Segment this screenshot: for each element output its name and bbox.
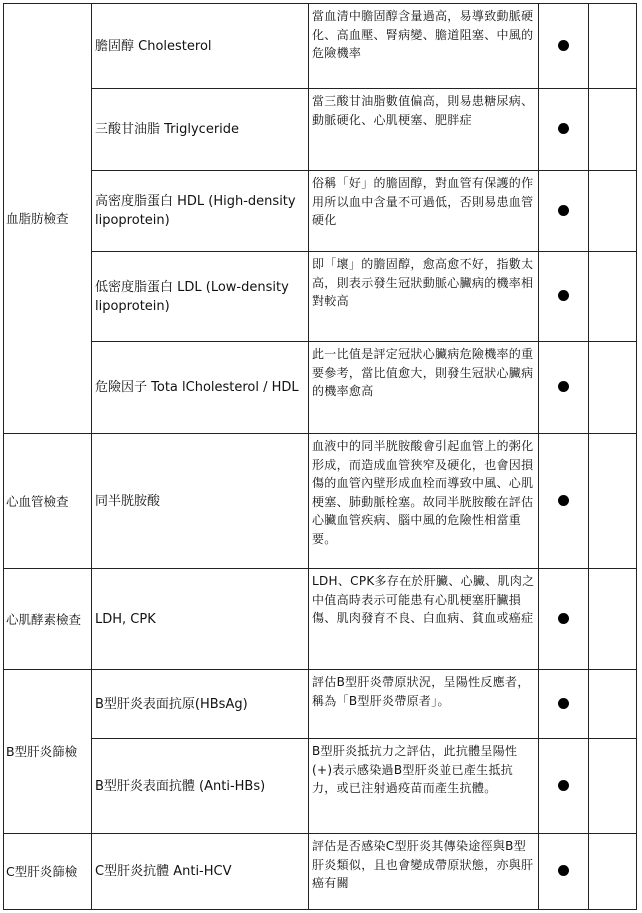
- category-cardio: 心血管檢查: [4, 434, 92, 569]
- category-lipid: 血脂肪檢查: [4, 4, 92, 434]
- check-mark: [539, 4, 589, 89]
- check-mark: [539, 252, 589, 342]
- table-row: [4, 342, 637, 434]
- empty-cell: [589, 739, 637, 834]
- check-mark: [539, 342, 589, 434]
- item-description: B型肝炎抵抗力之評估，此抗體呈陽性(+)表示感染過B型肝炎並已產生抵抗力，或已注射過疫苗而產生抗體。: [309, 739, 539, 834]
- check-mark: [539, 834, 589, 910]
- filled-circle-icon: [558, 381, 569, 392]
- filled-circle-icon: [558, 290, 569, 301]
- filled-circle-icon: [558, 698, 569, 709]
- health-check-table: [3, 3, 637, 910]
- empty-cell: [589, 342, 637, 434]
- empty-cell: [589, 4, 637, 89]
- item-description: 評估是否感染C型肝炎其傳染途徑與B型肝炎類似，且也會變成帶原狀態，亦與肝癌有關: [309, 834, 539, 910]
- empty-cell: [589, 834, 637, 910]
- item-description: 血液中的同半胱胺酸會引起血管上的粥化形成，而造成血管狹窄及硬化，也會因損傷的血管內壁形成血栓而導致中風、心肌梗塞、肺動脈栓塞。故同半胱胺酸在評估心臟血管疾病、腦中風的危險性相當重要。: [309, 434, 539, 569]
- item-description: 俗稱「好」的膽固醇，對血管有保護的作用所以血中含量不可過低，否則易患血管硬化: [309, 171, 539, 252]
- category-cardiac-enzyme: 心肌酵素檢查: [4, 569, 92, 670]
- category-hbv: B型肝炎篩檢: [4, 670, 92, 834]
- table-row: [4, 434, 637, 569]
- item-name: B型肝炎表面抗體 (Anti-HBs): [92, 739, 309, 834]
- item-description: LDH、CPK多存在於肝臟、心臟、肌肉之中值高時表示可能患有心肌梗塞肝臟損傷、肌肉發育不良、白血病、貧血或癌症: [309, 569, 539, 670]
- empty-cell: [589, 89, 637, 171]
- item-description: 此一比值是評定冠狀心臟病危險機率的重要參考，當比值愈大，則發生冠狀心臟病的機率愈高: [309, 342, 539, 434]
- item-name: 低密度脂蛋白 LDL (Low-density lipoprotein): [92, 252, 309, 342]
- table-row: [4, 569, 637, 670]
- filled-circle-icon: [558, 205, 569, 216]
- item-description: 評估B型肝炎帶原狀況，呈陽性反應者，稱為「B型肝炎帶原者」。: [309, 670, 539, 739]
- category-hcv: C型肝炎篩檢: [4, 834, 92, 910]
- table-row: [4, 252, 637, 342]
- filled-circle-icon: [558, 613, 569, 624]
- table-row: [4, 834, 637, 910]
- item-description: 即「壞」的膽固醇，愈高愈不好，指數太高，則表示發生冠狀動脈心臟病的機率相對較高: [309, 252, 539, 342]
- check-mark: [539, 434, 589, 569]
- table-row: [4, 670, 637, 739]
- empty-cell: [589, 670, 637, 739]
- item-name: 膽固醇 Cholesterol: [92, 4, 309, 89]
- check-mark: [539, 89, 589, 171]
- empty-cell: [589, 171, 637, 252]
- filled-circle-icon: [558, 495, 569, 506]
- check-mark: [539, 670, 589, 739]
- check-mark: [539, 569, 589, 670]
- check-mark: [539, 739, 589, 834]
- filled-circle-icon: [558, 123, 569, 134]
- item-description: 當血清中膽固醇含量過高，易導致動脈硬化、高血壓、腎病變、膽道阻塞、中風的危險機率: [309, 4, 539, 89]
- item-name: C型肝炎抗體 Anti-HCV: [92, 834, 309, 910]
- table-row: [4, 4, 637, 89]
- item-description: 當三酸甘油脂數值偏高，則易患糖尿病、動脈硬化、心肌梗塞、肥胖症: [309, 89, 539, 171]
- empty-cell: [589, 434, 637, 569]
- empty-cell: [589, 569, 637, 670]
- item-name: 危險因子 Tota lCholesterol / HDL: [92, 342, 309, 434]
- table-row: [4, 739, 637, 834]
- empty-cell: [589, 252, 637, 342]
- filled-circle-icon: [558, 40, 569, 51]
- filled-circle-icon: [558, 865, 569, 876]
- table-row: [4, 89, 637, 171]
- item-name: 三酸甘油脂 Triglyceride: [92, 89, 309, 171]
- item-name: LDH, CPK: [92, 569, 309, 670]
- item-name: 高密度脂蛋白 HDL (High-density lipoprotein): [92, 171, 309, 252]
- table-row: [4, 171, 637, 252]
- item-name: 同半胱胺酸: [92, 434, 309, 569]
- filled-circle-icon: [558, 780, 569, 791]
- check-mark: [539, 171, 589, 252]
- item-name: B型肝炎表面抗原(HBsAg): [92, 670, 309, 739]
